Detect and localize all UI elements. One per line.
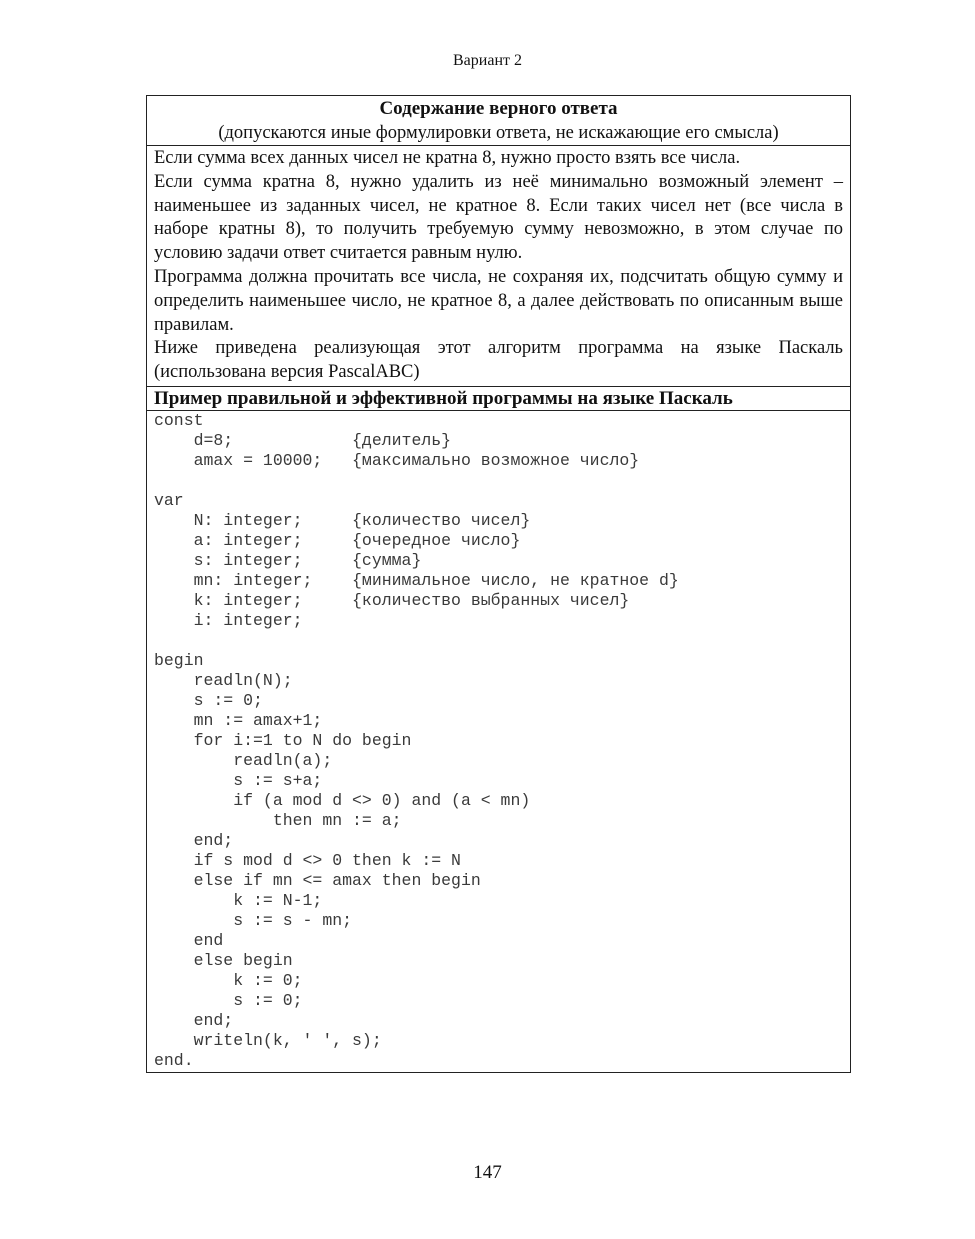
code-line: const [154,410,204,430]
program-title: Пример правильной и эффективной программы на языке Паскаль [147,387,850,411]
code-line: readln(N); [154,670,293,690]
code-line: s := s - mn; [154,910,353,930]
code-line: d=8; {делитель} [154,430,452,450]
answer-table [146,95,851,1073]
code-line: s := 0; [154,990,303,1010]
answer-subtitle: (допускаются иные формулировки ответа, не искажающие его смысла) [218,123,779,143]
code-line: k: integer; {количество выбранных чисел} [154,590,630,610]
code-line: end; [154,830,234,850]
code-line: amax = 10000; {максимально возможное число} [154,450,640,470]
code-line: var [154,490,184,510]
code-line: s := s+a; [154,770,323,790]
code-line: s: integer; {сумма} [154,550,422,570]
explanation-paragraph-2: Если сумма кратна 8, нужно удалить из неё минимально возможный элемент – наименьшее из заданных чисел, не кратное 8. Если таких чисел нет (все числа в наборе кратны 8), то получить требуемую сумму невозможно, в этом случае по условию задачи ответ считается равным нулю. [154,171,843,264]
code-line: a: integer; {очередное число} [154,530,521,550]
code-line: if s mod d <> 0 then k := N [154,850,461,870]
code-line: end [154,930,224,950]
code-line: N: integer; {количество чисел} [154,510,531,530]
code-line: s := 0; [154,690,263,710]
page-number: 147 [473,1162,502,1183]
code-line [154,471,843,491]
code-line: begin [154,650,204,670]
variant-header: Вариант 2 [453,52,522,69]
code-line: i: integer; [154,610,303,630]
explanation-section [147,146,850,387]
answer-title: Содержание верного ответа [379,98,618,119]
code-line: if (a mod d <> 0) and (a < mn) [154,790,531,810]
code-line: writeln(k, ' ', s); [154,1030,382,1050]
code-line: end; [154,1010,234,1030]
code-line [154,631,843,651]
code-line: readln(a); [154,750,333,770]
code-line: for i:=1 to N do begin [154,730,412,750]
code-block [147,411,850,1072]
code-line: mn: integer; {минимальное число, не кратное d} [154,570,679,590]
code-line: else begin [154,950,293,970]
explanation-paragraph-3: Программа должна прочитать все числа, не сохраняя их, подсчитать общую сумму и определить наименьшее число, не кратное 8, а далее действовать по описанным выше правилам. [154,266,843,335]
code-line: then mn := a; [154,810,402,830]
code-line: else if mn <= amax then begin [154,870,481,890]
code-line: k := N-1; [154,890,323,910]
explanation-paragraph-4: Ниже приведена реализующая этот алгоритм программа на языке Паскаль (использована версия PascalABC) [154,338,843,383]
code-line: end. [154,1050,194,1070]
code-line: k := 0; [154,970,303,990]
code-line: mn := amax+1; [154,710,323,730]
table-header [147,96,850,146]
explanation-paragraph-1: Если сумма всех данных чисел не кратна 8, нужно просто взять все числа. [154,148,741,168]
